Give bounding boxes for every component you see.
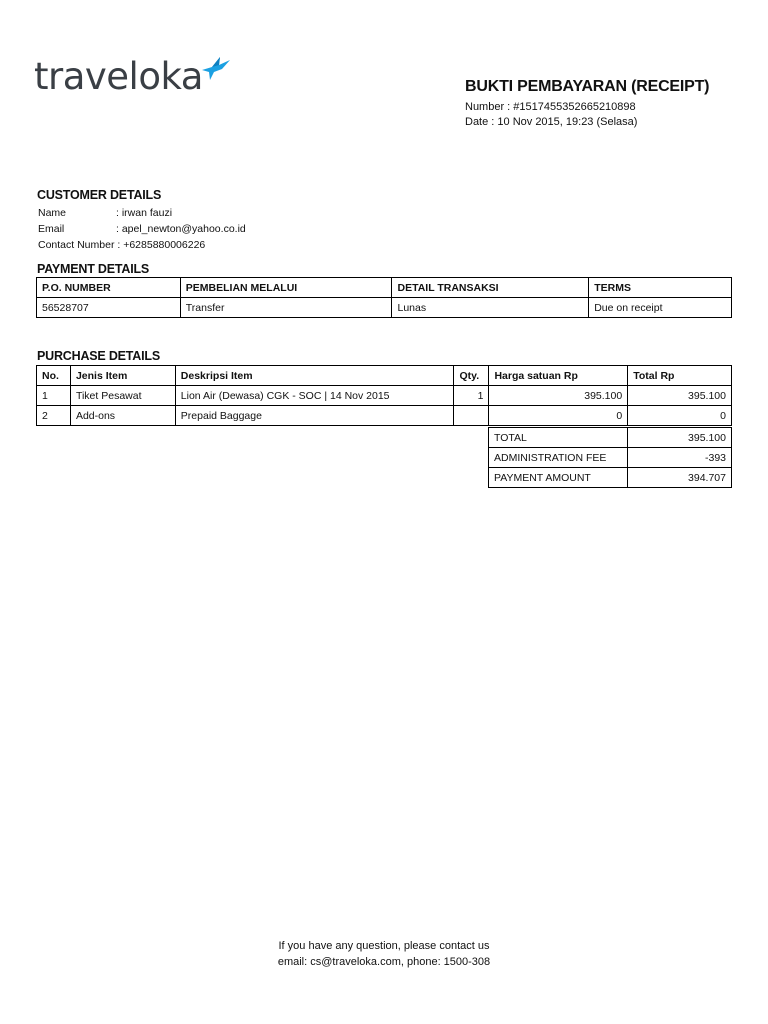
customer-contact-row: Contact Number : +6285880006226: [38, 239, 206, 251]
summary-value: -393: [627, 448, 731, 468]
column-header: Total Rp: [628, 366, 732, 386]
po-number-cell: 56528707: [37, 298, 181, 318]
payment-summary-table: [488, 427, 732, 488]
footer-line-question: If you have any question, please contact us: [278, 940, 490, 952]
purchase-details-table: [36, 365, 732, 426]
summary-value: 394.707: [627, 468, 731, 488]
footer-contact: [0, 938, 768, 970]
email-label: Email: [38, 223, 65, 235]
brand-name: traveloka: [34, 55, 203, 98]
table-header-row: [37, 278, 732, 298]
payment-details-table: [36, 277, 732, 318]
table-row: [37, 386, 732, 406]
name-value: : irwan fauzi: [116, 207, 173, 219]
item-no-cell: 2: [37, 406, 71, 426]
item-type-cell: Tiket Pesawat: [70, 386, 175, 406]
column-header: P.O. NUMBER: [37, 278, 181, 298]
item-no-cell: 1: [37, 386, 71, 406]
column-header: Qty.: [454, 366, 489, 386]
purchase-details-heading: PURCHASE DETAILS: [37, 349, 160, 363]
column-header: DETAIL TRANSAKSI: [392, 278, 589, 298]
receipt-title: BUKTI PEMBAYARAN (RECEIPT): [465, 78, 710, 95]
item-description-cell: Prepaid Baggage: [175, 406, 454, 426]
terms-cell: Due on receipt: [589, 298, 732, 318]
purchase-method-cell: Transfer: [180, 298, 392, 318]
customer-email-row: [38, 221, 246, 237]
summary-row-payment-amount: [489, 468, 732, 488]
column-header: Jenis Item: [70, 366, 175, 386]
transaction-detail-cell: Lunas: [392, 298, 589, 318]
customer-details: [38, 205, 246, 253]
summary-label: ADMINISTRATION FEE: [489, 448, 628, 468]
bird-logo-icon: [200, 54, 232, 87]
item-unit-price-cell: 395.100: [489, 386, 628, 406]
receipt-header: [465, 78, 709, 130]
summary-value: 395.100: [627, 428, 731, 448]
footer-line-contact: email: cs@traveloka.com, phone: 1500-308: [277, 956, 491, 968]
column-header: Deskripsi Item: [175, 366, 454, 386]
item-total-cell: 0: [628, 406, 732, 426]
summary-label: TOTAL: [489, 428, 628, 448]
name-label: Name: [38, 207, 67, 219]
column-header: Harga satuan Rp: [489, 366, 628, 386]
email-value: : apel_newton@yahoo.co.id: [116, 223, 246, 235]
item-qty-cell: [454, 406, 489, 426]
item-type-cell: Add-ons: [70, 406, 175, 426]
summary-row-total: [489, 428, 732, 448]
summary-row-admin-fee: [489, 448, 732, 468]
column-header: TERMS: [589, 278, 732, 298]
summary-label: PAYMENT AMOUNT: [489, 468, 628, 488]
table-header-row: [37, 366, 732, 386]
customer-name-row: [38, 205, 246, 221]
table-row: [37, 406, 732, 426]
column-header: No.: [37, 366, 71, 386]
item-qty-cell: 1: [454, 386, 489, 406]
receipt-number: Number : #1517455352665210898: [465, 101, 636, 113]
item-description-cell: Lion Air (Dewasa) CGK - SOC | 14 Nov 2015: [175, 386, 454, 406]
receipt-date: Date : 10 Nov 2015, 19:23 (Selasa): [465, 116, 638, 128]
traveloka-logo: [34, 55, 203, 98]
customer-details-heading: CUSTOMER DETAILS: [37, 188, 162, 202]
column-header: PEMBELIAN MELALUI: [180, 278, 392, 298]
item-total-cell: 395.100: [628, 386, 732, 406]
payment-details-heading: PAYMENT DETAILS: [37, 262, 150, 276]
item-unit-price-cell: 0: [489, 406, 628, 426]
table-row: [37, 298, 732, 318]
